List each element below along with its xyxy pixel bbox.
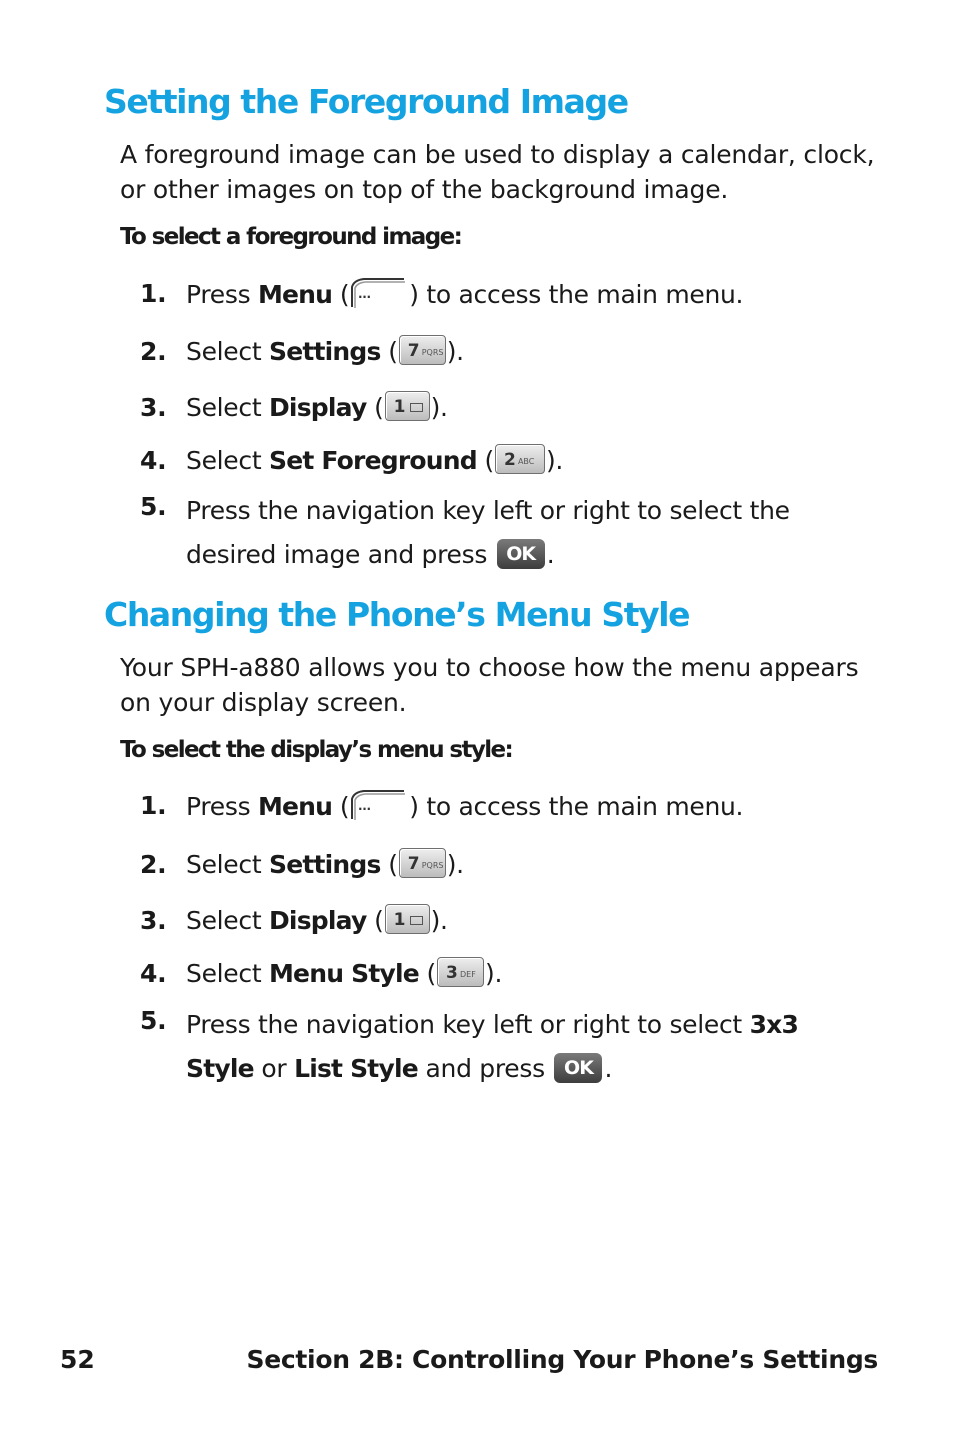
key-1-icon: 1 — [385, 904, 430, 934]
key-1-icon: 1 — [385, 391, 430, 421]
procedure-subheading-foreground: To select a foreground image: — [120, 224, 462, 250]
step-text: Select Display ( 1 ). — [186, 393, 448, 422]
step-number: 4. — [140, 959, 167, 988]
section-footer-title: Section 2B: Controlling Your Phone’s Settings — [246, 1345, 878, 1374]
key-7-icon: 7 PQRS — [399, 848, 446, 878]
svg-text:···: ··· — [358, 290, 372, 304]
section-intro-foreground: A foreground image can be used to display a calendar, clock, or other images on top of the background image. — [120, 140, 875, 204]
step-text: Press Menu ( ··· ) to access the main menu. — [186, 279, 866, 313]
step-number: 2. — [140, 337, 167, 366]
step-number: 4. — [140, 446, 167, 475]
menu-key-icon — [350, 789, 408, 823]
section-heading-foreground: Setting the Foreground Image — [104, 82, 628, 121]
step-number: 1. — [140, 279, 167, 308]
svg-text:···: ··· — [358, 802, 372, 816]
key-7-icon: 7 PQRS — [399, 335, 446, 365]
step-number: 3. — [140, 393, 167, 422]
section-heading-menu-style: Changing the Phone’s Menu Style — [104, 595, 690, 634]
step-text: Press the navigation key left or right to select 3x3 Style or List Style and press OK . — [186, 1010, 799, 1083]
ok-key-icon: OK — [497, 539, 545, 569]
step-number: 5. — [140, 492, 167, 521]
step-text: Select Display ( 1 ). — [186, 906, 448, 935]
step-number: 1. — [140, 791, 167, 820]
envelope-icon — [410, 916, 423, 925]
key-2-icon: 2 ABC — [495, 444, 545, 474]
page-number: 52 — [60, 1345, 95, 1374]
step-number: 3. — [140, 906, 167, 935]
key-3-icon: 3 DEF — [437, 957, 484, 987]
step-text: Select Settings ( 7 PQRS ). — [186, 850, 464, 879]
ok-key-icon: OK — [554, 1053, 602, 1083]
menu-key-icon — [350, 277, 408, 311]
step-number: 2. — [140, 850, 167, 879]
step-text: Select Settings ( 7 PQRS ). — [186, 337, 464, 366]
section-intro-menu-style: Your SPH-a880 allows you to choose how the menu appears on your display screen. — [120, 653, 859, 717]
step-number: 5. — [140, 1006, 167, 1035]
step-text: Press the navigation key left or right to select the desired image and press OK . — [186, 496, 790, 569]
step-text: Press Menu ( ··· ) to access the main menu. — [186, 791, 866, 825]
procedure-subheading-menu-style: To select the display’s menu style: — [120, 737, 513, 763]
step-text: Select Menu Style ( 3 DEF ). — [186, 959, 503, 988]
step-text: Select Set Foreground ( 2 ABC ). — [186, 446, 564, 475]
envelope-icon — [410, 403, 423, 412]
